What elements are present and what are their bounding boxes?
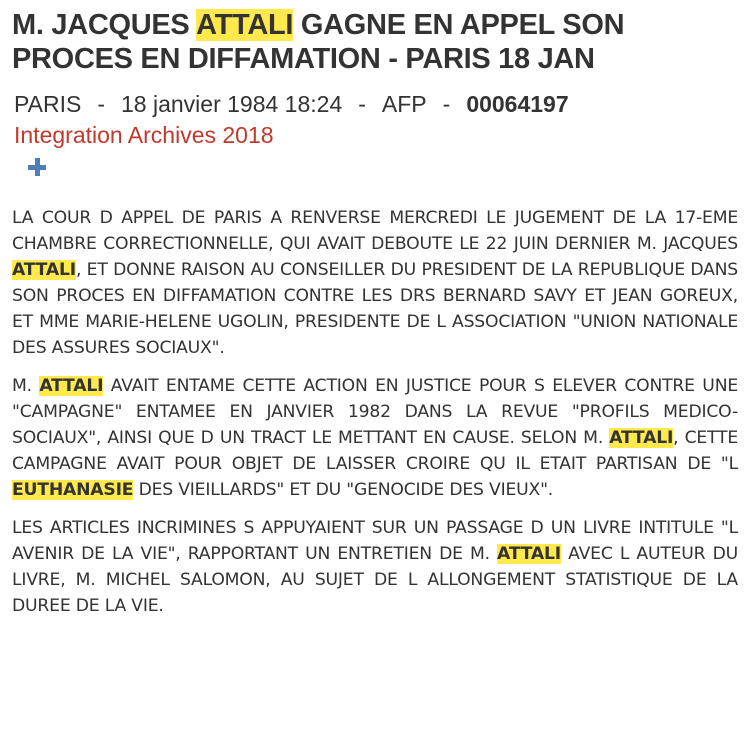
article-headline xyxy=(12,8,742,76)
article-meta xyxy=(14,90,744,118)
plus-icon[interactable] xyxy=(26,156,48,178)
headline-text: M. JACQUES xyxy=(12,9,197,41)
paragraph-text: LA COUR D APPEL DE PARIS A RENVERSE MERCREDI LE JUGEMENT DE LA 17-EME CHAMBRE CORRECTIONNELLE, QUI AVAIT DEBOUTE LE 22 JUIN DERNIER M. JACQUES xyxy=(12,208,738,254)
meta-separator: - xyxy=(358,91,366,117)
paragraph-text: AVEC L AUTEUR DU LIVRE, M. MICHEL SALOMON, AU SUJET DE L ALLONGEMENT STATISTIQUE DE LA DUREE DE LA VIE. xyxy=(12,544,739,616)
search-highlight: ATTALI xyxy=(39,376,104,396)
meta-separator: - xyxy=(442,91,451,117)
paragraph xyxy=(12,205,738,361)
paragraph-text: AVAIT ENTAME CETTE ACTION EN JUSTICE POUR S ELEVER CONTRE UNE "CAMPAGNE" ENTAMEE EN JANVIER 1982 DANS LA REVUE "PROFILS MEDICO-SOCIAUX", AINSI QUE D UN TRACT LE METTANT EN CAUSE. SELON M. xyxy=(12,376,739,448)
archive-label: Integration Archives 2018 xyxy=(14,122,274,148)
paragraph-text: LES ARTICLES INCRIMINES S APPUYAIENT SUR UN PASSAGE D UN LIVRE INTITULE "L AVENIR DE LA VIE", RAPPORTANT UN ENTRETIEN DE M. xyxy=(12,518,738,564)
search-highlight: ATTALI xyxy=(12,260,76,280)
meta-agency: AFP xyxy=(381,91,427,117)
paragraph-text: , ET DONNE RAISON AU CONSEILLER DU PRESIDENT DE LA REPUBLIQUE DANS SON PROCES EN DIFFAMATION CONTRE LES DRS BERNARD SAVY ET JEAN GOREUX, ET MME MARIE-HELENE UGOLIN, PRESIDENTE DE L ASSOCIATION "UNION NATIONALE DES ASSURES SOCIAUX". xyxy=(12,260,738,358)
search-highlight: ATTALI xyxy=(196,9,294,41)
paragraph-text: M. xyxy=(12,376,40,396)
paragraph xyxy=(12,373,738,503)
meta-datetime: 18 janvier 1984 18:24 xyxy=(121,91,343,117)
headline-text: GAGNE EN APPEL SON PROCES EN DIFFAMATION - PARIS 18 JAN xyxy=(12,9,625,75)
paragraph xyxy=(12,515,738,619)
paragraph-text: , CETTE CAMPAGNE AVAIT POUR OBJET DE LAISSER CROIRE QU IL ETAIT PARTISAN DE "L xyxy=(12,428,738,474)
article-body xyxy=(12,205,738,631)
meta-doc-id: 00064197 xyxy=(466,91,569,117)
search-highlight: EUTHANASIE xyxy=(12,480,134,500)
paragraph-text: DES VIEILLARDS" ET DU "GENOCIDE DES VIEUX". xyxy=(133,480,554,500)
search-highlight: ATTALI xyxy=(497,544,561,564)
meta-place: PARIS xyxy=(14,91,82,117)
meta-separator: - xyxy=(97,91,105,117)
search-highlight: ATTALI xyxy=(609,428,674,448)
